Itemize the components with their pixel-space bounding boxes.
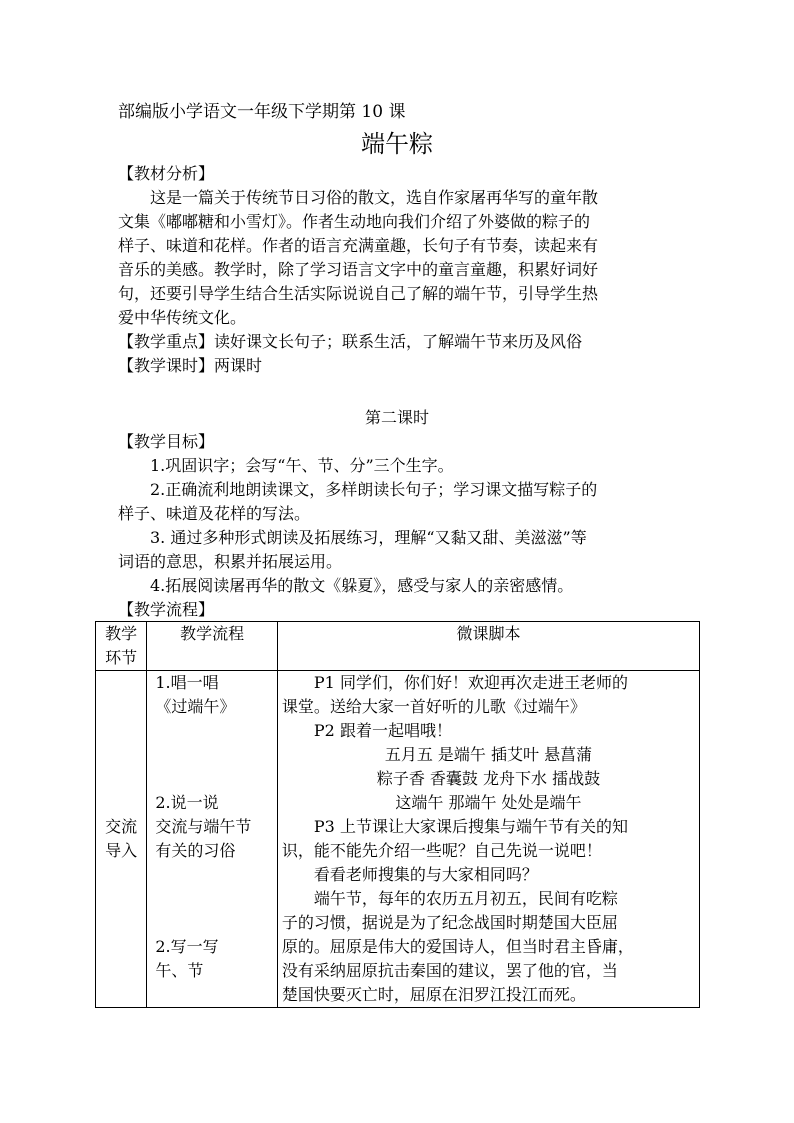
analysis-line: 样子、味道和花样。作者的语言充满童趣，长句子有节奏，读起来有 — [118, 236, 599, 255]
stage-cell: 交流 导入 — [96, 671, 147, 1008]
analysis-line: 文集《嘟嘟糖和小雪灯》。作者生动地向我们介绍了外婆做的粽子的 — [118, 212, 591, 231]
analysis-heading: 【教材分析】 — [118, 164, 215, 183]
analysis-line: 句，还要引导学生结合生活实际说说自己了解的端午节，引导学生热 — [118, 284, 599, 303]
script-line: P2 跟着一起唱哦！ — [313, 721, 452, 740]
table-header-row — [96, 622, 700, 671]
table-row — [96, 671, 700, 1008]
lesson-section-title: 第二课时 — [364, 408, 429, 427]
script-line: 端午节，每年的农历五月初五，民间有吃粽 — [313, 889, 618, 908]
script-line: 看看老师搜集的与大家相同吗？ — [313, 865, 538, 884]
objective-item: 4.拓展阅读屠再华的散文《躲夏》，感受与家人的亲密感情。 — [150, 576, 574, 595]
step-item: 1.唱一唱 《过端午》 — [155, 673, 236, 716]
objective-item: 词语的意思，积累并拓展运用。 — [118, 552, 343, 571]
script-line: 粽子香 香囊鼓 龙舟下水 擂战鼓 — [376, 769, 601, 788]
analysis-line: 爱中华传统文化。 — [118, 308, 247, 327]
objective-item: 1.巩固识字；会写“午、节、分”三个生字。 — [150, 456, 454, 475]
analysis-line: 这是一篇关于传统节日习俗的散文，选自作家屠再华写的童年散 — [150, 188, 599, 207]
script-line: P1 同学们，你们好！欢迎再次走进王老师的 — [313, 673, 628, 692]
script-cell — [277, 671, 699, 1008]
script-line: 课堂。送给大家一首好听的儿歌《过端午》 — [281, 697, 586, 716]
objective-item: 2.正确流利地朗读课文，多样朗读长句子；学习课文描写粽子的 — [150, 480, 598, 499]
header-process: 教学流程 — [147, 622, 278, 671]
header-stage: 教学 环节 — [96, 622, 147, 671]
step-item: 2.说一说 交流与端午节 有关的习俗 — [155, 793, 252, 860]
course-subtitle: 部编版小学语文一年级下学期第 10 课 — [118, 102, 406, 122]
steps-cell — [147, 671, 278, 1008]
teaching-hours: 【教学课时】两课时 — [118, 356, 263, 375]
objective-item: 样子、味道及花样的写法。 — [118, 504, 311, 523]
process-heading: 【教学流程】 — [118, 600, 215, 619]
teaching-process-table — [95, 621, 700, 1008]
script-line: 原的。屈原是伟大的爱国诗人，但当时君主昏庸， — [281, 937, 634, 956]
script-line: 没有采纳屈原抗击秦国的建议，罢了他的官，当 — [281, 961, 618, 980]
teaching-focus: 【教学重点】读好课文长句子；联系生活，了解端午节来历及风俗 — [118, 332, 583, 351]
objectives-heading: 【教学目标】 — [118, 432, 215, 451]
script-line: P3 上节课让大家课后搜集与端午节有关的知 — [313, 817, 628, 836]
script-line: 子的习惯，据说是为了纪念战国时期楚国大臣屈 — [281, 913, 618, 932]
script-line: 楚国快要灭亡时，屈原在汨罗江投江而死。 — [281, 985, 586, 1004]
script-line: 五月五 是端午 插艾叶 悬菖蒲 — [384, 745, 593, 764]
script-line: 识，能不能先介绍一些呢？自己先说一说吧！ — [281, 841, 602, 860]
script-line: 这端午 那端午 处处是端午 — [395, 793, 582, 812]
script-lines — [282, 671, 695, 1007]
objective-item: 3. 通过多种形式朗读及拓展练习，理解“又黏又甜、美滋滋”等 — [150, 528, 587, 547]
step-item: 2.写一写 午、节 — [155, 937, 219, 980]
header-script: 微课脚本 — [277, 622, 699, 671]
lesson-title: 端午粽 — [361, 130, 433, 158]
analysis-line: 音乐的美感。教学时，除了学习语言文字中的童言童趣，积累好词好 — [118, 260, 599, 279]
